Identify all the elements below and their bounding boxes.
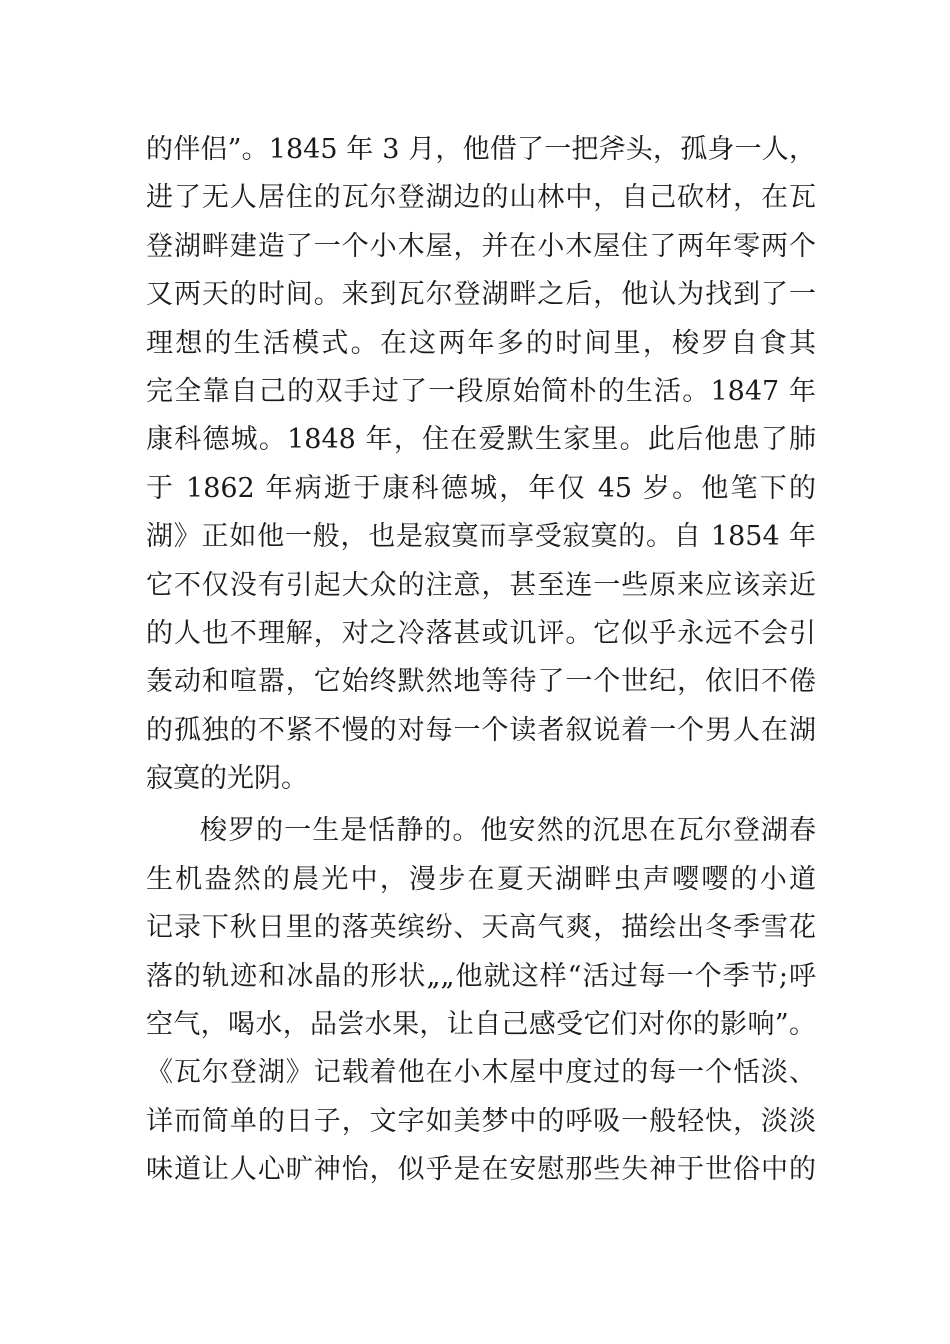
paragraph-1 <box>146 126 816 803</box>
text-line: 寂寞的光阴。 <box>146 763 308 795</box>
body-text <box>146 126 816 1195</box>
text-line: 又两天的时间。来到瓦尔登湖畔之后，他认为找到了一 <box>146 279 816 311</box>
text-line: 完全靠自己的双手过了一段原始简朴的生活。1847 年 <box>146 375 816 407</box>
text-line: 记录下秋日里的落英缤纷、天高气爽，描绘出冬季雪花 <box>146 912 816 944</box>
text-line: 登湖畔建造了一个小木屋，并在小木屋住了两年零两个 <box>146 230 816 262</box>
text-line: 生机盎然的晨光中，漫步在夏天湖畔虫声嘤嘤的小道 <box>146 863 816 895</box>
text-line: 进了无人居住的瓦尔登湖边的山林中，自己砍材，在瓦 <box>146 182 816 214</box>
text-line: 《瓦尔登湖》记载着他在小木屋中度过的每一个恬淡、 <box>146 1057 816 1089</box>
text-line: 它不仅没有引起大众的注意，甚至连一些原来应该亲近 <box>146 569 816 601</box>
text-line: 康科德城。1848 年，住在爱默生家里。此后他患了肺 <box>146 424 816 456</box>
text-line: 详而简单的日子，文字如美梦中的呼吸一般轻快，淡淡 <box>146 1105 816 1137</box>
paragraph-2 <box>146 807 816 1194</box>
text-line: 于 1862 年病逝于康科德城，年仅 45 岁。他笔下的 <box>146 472 816 504</box>
text-line: 轰动和喧嚣，它始终默然地等待了一个世纪，依旧不倦 <box>146 666 816 698</box>
text-line: 的人也不理解，对之冷落甚或讥评。它似乎永远不会引 <box>146 617 816 649</box>
text-line: 的孤独的不紧不慢的对每一个读者叙说着一个男人在湖 <box>146 714 816 746</box>
text-line: 味道让人心旷神怡，似乎是在安慰那些失神于世俗中的 <box>146 1154 816 1186</box>
text-line: 理想的生活模式。在这两年多的时间里，梭罗自食其 <box>146 327 816 359</box>
text-line: 的伴侣”。1845 年 3 月，他借了一把斧头，孤身一人， <box>146 134 816 165</box>
text-line: 梭罗的一生是恬静的。他安然的沉思在瓦尔登湖春 <box>200 815 816 847</box>
text-line: 湖》正如他一般，也是寂寞而享受寂寞的。自 1854 年 <box>146 521 816 553</box>
text-line: 落的轨迹和冰晶的形状„„他就这样“活过每一个季节;呼 <box>146 960 816 992</box>
text-line: 空气，喝水，品尝水果，让自己感受它们对你的影响”。 <box>146 1009 816 1041</box>
